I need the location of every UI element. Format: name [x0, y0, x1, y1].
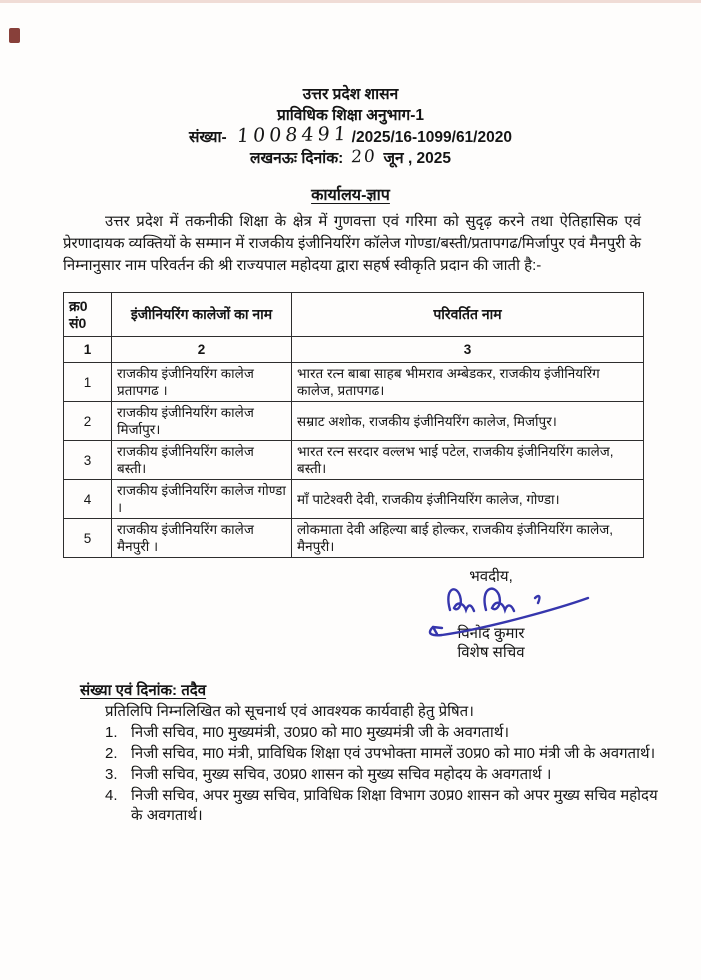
row-serial: 4	[64, 480, 112, 519]
row-new-name: लोकमाता देवी अहिल्या बाई होल्कर, राजकीय इंजीनियरिंग कालेज, मैनपुरी।	[292, 519, 644, 558]
letterhead	[0, 84, 701, 169]
table-header-row	[64, 293, 644, 337]
date-printed: जून , 2025	[383, 150, 452, 167]
item-number: 2.	[105, 745, 118, 762]
copy-recipients-list	[105, 723, 660, 826]
number-label: संख्या-	[189, 129, 227, 146]
item-text: निजी सचिव, अपर मुख्य सचिव, प्राविधिक शिक्षा विभाग उ0प्र0 शासन को अपर मुख्य सचिव महोदय के अवगतार्थ।	[131, 787, 658, 824]
header-new-name: परिवर्तित नाम	[292, 293, 644, 337]
place-date-label: लखनऊः दिनांक:	[249, 150, 344, 167]
distribution-section	[80, 681, 660, 827]
table-row	[64, 480, 644, 519]
department-section: प्राविधिक शिक्षा अनुभाग-1	[276, 107, 425, 124]
header-old-name: इंजीनियरिंग कालेजों का नाम	[112, 293, 292, 337]
handwritten-date: 20	[349, 146, 378, 168]
colleges-rename-table	[63, 292, 644, 558]
scan-edge-artifact	[0, 0, 701, 3]
row-serial: 5	[64, 519, 112, 558]
list-item	[105, 723, 660, 743]
table-row	[64, 519, 644, 558]
item-number: 4.	[105, 787, 118, 804]
government-name: उत्तर प्रदेश शासन	[302, 86, 399, 103]
corner-stamp-mark	[9, 28, 20, 43]
column-number-row	[64, 337, 644, 363]
copy-forward-line: प्रतिलिपि निम्नलिखित को सूचनार्थ एवं आवश्यक कार्यवाही हेतु प्रेषित।	[105, 703, 474, 720]
item-text: निजी सचिव, मा0 मंत्री, प्राविधिक शिक्षा एवं उपभोक्ता मामलें उ0प्र0 को मा0 मंत्री जी के अवगतार्थ।	[131, 745, 656, 762]
handwritten-number: 1008491	[236, 122, 351, 147]
list-item	[105, 744, 660, 764]
item-number: 3.	[105, 766, 118, 783]
header-serial-no: क्र0 सं0	[64, 293, 112, 337]
row-serial: 1	[64, 363, 112, 402]
row-new-name: भारत रत्न बाबा साहब भीमराव अम्बेडकर, राजकीय इंजीनियरिंग कालेज, प्रतापगढ।	[292, 363, 644, 402]
signatory-designation: विशेष सचिव	[457, 644, 525, 661]
handwritten-signature	[420, 582, 592, 644]
salutation: भवदीय,	[469, 568, 513, 585]
reference-number-line	[0, 122, 701, 148]
list-item	[105, 786, 660, 826]
row-new-name: माँ पाटेश्वरी देवी, राजकीय इंजीनियरिंग कालेज, गोण्डा।	[292, 480, 644, 519]
item-text: निजी सचिव, मा0 मुख्यमंत्री, उ0प्र0 को मा0 मुख्यमंत्री जी के अवगतार्थ।	[131, 724, 510, 741]
row-new-name: सम्राट अशोक, राजकीय इंजीनियरिंग कालेज, मिर्जापुर।	[292, 402, 644, 441]
col-num-1: 1	[64, 337, 112, 363]
row-old-name: राजकीय इंजीनियरिंग कालेज मिर्जापुर।	[112, 402, 292, 441]
item-number: 1.	[105, 724, 118, 741]
row-old-name: राजकीय इंजीनियरिंग कालेज बस्ती।	[112, 441, 292, 480]
col-num-2: 2	[112, 337, 292, 363]
row-serial: 2	[64, 402, 112, 441]
table-row	[64, 363, 644, 402]
memo-body-paragraph: उत्तर प्रदेश में तकनीकी शिक्षा के क्षेत्र में गुणवत्ता एवं गरिमा को सुदृढ़ करने तथा ऐतिहासिक एवं प्रेरणादायक व्यक्तियों के सम्मान में राजकीय इंजीनियरिंग कॉलेज गोण्डा/बस्ती/प्रतापगढ/मिर्जापुर एवं मैनपुरी के निम्नानुसार नाम परिवर्तन की श्री राज्यपाल महोदया द्वारा सहर्ष स्वीकृति प्रदान की जाती है:-	[63, 213, 641, 274]
row-old-name: राजकीय इंजीनियरिंग कालेज गोण्डा ।	[112, 480, 292, 519]
row-old-name: राजकीय इंजीनियरिंग कालेज प्रतापगढ ।	[112, 363, 292, 402]
number-printed: /2025/16-1099/61/2020	[351, 129, 512, 146]
table-row	[64, 441, 644, 480]
ref-number-date-heading: संख्या एवं दिनांक: तदैव	[80, 682, 207, 699]
row-serial: 3	[64, 441, 112, 480]
signatory-name: विनोद कुमार	[457, 625, 525, 642]
memo-title: कार्यालय-ज्ञाप	[311, 187, 390, 204]
list-item	[105, 765, 660, 785]
row-old-name: राजकीय इंजीनियरिंग कालेज मैनपुरी ।	[112, 519, 292, 558]
place-date-line	[0, 148, 701, 169]
col-num-3: 3	[292, 337, 644, 363]
item-text: निजी सचिव, मुख्य सचिव, उ0प्र0 शासन को मुख्य सचिव महोदय के अवगतार्थ ।	[131, 766, 552, 783]
row-new-name: भारत रत्न सरदार वल्लभ भाई पटेल, राजकीय इंजीनियरिंग कालेज, बस्ती।	[292, 441, 644, 480]
table-row	[64, 402, 644, 441]
